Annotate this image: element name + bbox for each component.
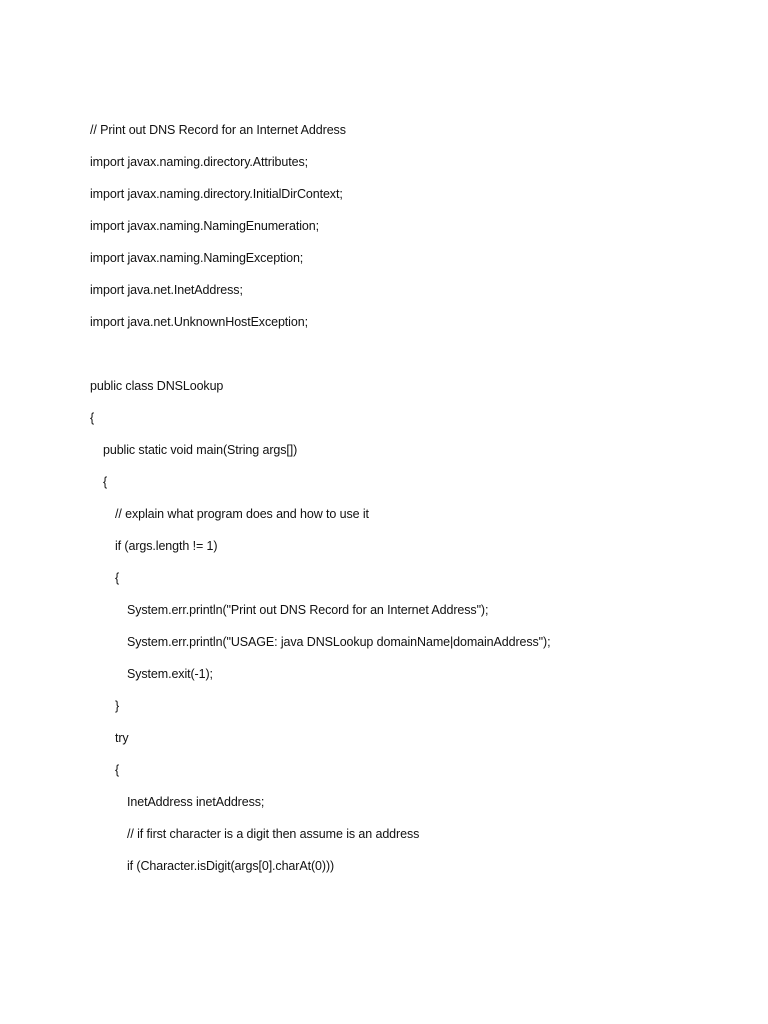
try-line: try bbox=[115, 731, 129, 745]
println-line: System.err.println("USAGE: java DNSLookup domainName|domainAddress"); bbox=[127, 635, 551, 649]
open-brace-line: { bbox=[115, 763, 120, 777]
import-line: import javax.naming.NamingEnumeration; bbox=[90, 219, 319, 233]
import-line: import java.net.UnknownHostException; bbox=[90, 315, 308, 329]
comment-line: // explain what program does and how to use it bbox=[115, 507, 369, 521]
import-line: import javax.naming.directory.InitialDirContext; bbox=[90, 187, 343, 201]
class-declaration-line: public class DNSLookup bbox=[90, 379, 224, 393]
comment-line: // Print out DNS Record for an Internet Address bbox=[90, 123, 346, 137]
import-line: import java.net.InetAddress; bbox=[90, 283, 243, 297]
blank-line bbox=[90, 345, 728, 377]
close-brace-line: } bbox=[115, 699, 120, 713]
open-brace-line: { bbox=[115, 571, 120, 585]
open-brace-line: { bbox=[90, 411, 95, 425]
declaration-line: InetAddress inetAddress; bbox=[127, 795, 265, 809]
import-line: import javax.naming.directory.Attributes; bbox=[90, 155, 308, 169]
comment-line: // if first character is a digit then assume is an address bbox=[127, 827, 420, 841]
import-line: import javax.naming.NamingException; bbox=[90, 251, 304, 265]
code-listing bbox=[90, 121, 728, 889]
if-statement-line: if (Character.isDigit(args[0].charAt(0))) bbox=[127, 859, 335, 873]
exit-line: System.exit(-1); bbox=[127, 667, 213, 681]
if-statement-line: if (args.length != 1) bbox=[115, 539, 218, 553]
main-method-line: public static void main(String args[]) bbox=[103, 443, 298, 457]
open-brace-line: { bbox=[103, 475, 108, 489]
println-line: System.err.println("Print out DNS Record for an Internet Address"); bbox=[127, 603, 489, 617]
